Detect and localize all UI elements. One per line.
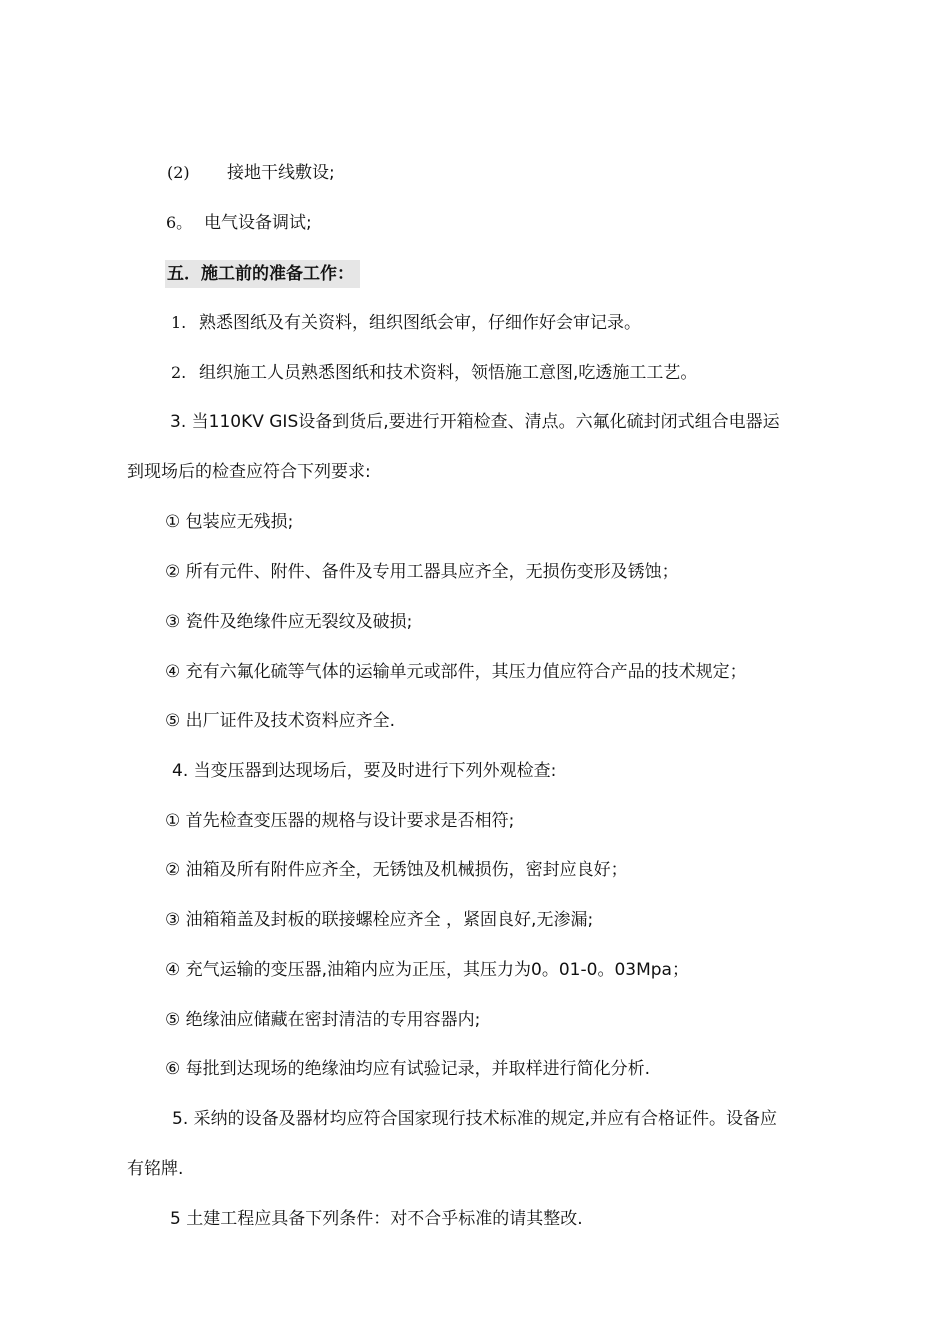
transformer-check-6: ⑥ 每批到达现场的绝缘油均应有试验记录，并取样进行简化分析. [165, 1059, 651, 1079]
item-number: 1. [171, 313, 187, 332]
item-text: 接地干线敷设; [227, 163, 335, 183]
item-text: 电气设备调试; [204, 213, 312, 233]
prep-item-4: 4. 当变压器到达现场后，要及时进行下列外观检查: [172, 761, 557, 781]
transformer-check-3: ③ 油箱箱盖及封板的联接螺栓应齐全 ，紧固良好,无渗漏; [165, 910, 594, 930]
prep-item-5-line1: 5. 采纳的设备及器材均应符合国家现行技术标准的规定,并应有合格证件。设备应 [172, 1109, 778, 1129]
civil-conditions: 5 土建工程应具备下列条件：对不合乎标准的请其整改. [170, 1209, 583, 1229]
item-number: 2. [171, 363, 187, 382]
gis-check-3: ③ 瓷件及绝缘件应无裂纹及破损; [165, 612, 413, 632]
prep-item-5-line2: 有铭牌. [127, 1159, 184, 1179]
section-title: 五．施工前的准备工作： [165, 260, 360, 288]
gis-check-2: ② 所有元件、附件、备件及专用工器具应齐全，无损伤变形及锈蚀； [165, 562, 679, 582]
transformer-check-4: ④ 充气运输的变压器,油箱内应为正压，其压力为0。01-0。03Mpa； [165, 960, 689, 980]
prep-item-3-line2: 到现场后的检查应符合下列要求: [127, 462, 371, 482]
gis-check-4: ④ 充有六氟化硫等气体的运输单元或部件，其压力值应符合产品的技术规定； [165, 662, 747, 682]
gis-check-1: ① 包装应无残损; [165, 512, 294, 532]
gis-check-5: ⑤ 出厂证件及技术资料应齐全. [165, 711, 396, 731]
item-number: (2) [167, 163, 190, 182]
item-text: 组织施工人员熟悉图纸和技术资料，领悟施工意图,吃透施工工艺。 [199, 363, 698, 383]
transformer-check-2: ② 油箱及所有附件应齐全，无锈蚀及机械损伤，密封应良好； [165, 860, 628, 880]
item-text: 熟悉图纸及有关资料，组织图纸会审，仔细作好会审记录。 [199, 313, 641, 333]
transformer-check-5: ⑤ 绝缘油应储藏在密封清洁的专用容器内; [165, 1010, 481, 1030]
item-number: 6。 [166, 213, 193, 232]
transformer-check-1: ① 首先检查变压器的规格与设计要求是否相符; [165, 811, 515, 831]
prep-item-3-line1: 3. 当110KV GIS设备到货后,要进行开箱检查、清点。六氟化硫封闭式组合电器运 [170, 412, 780, 432]
